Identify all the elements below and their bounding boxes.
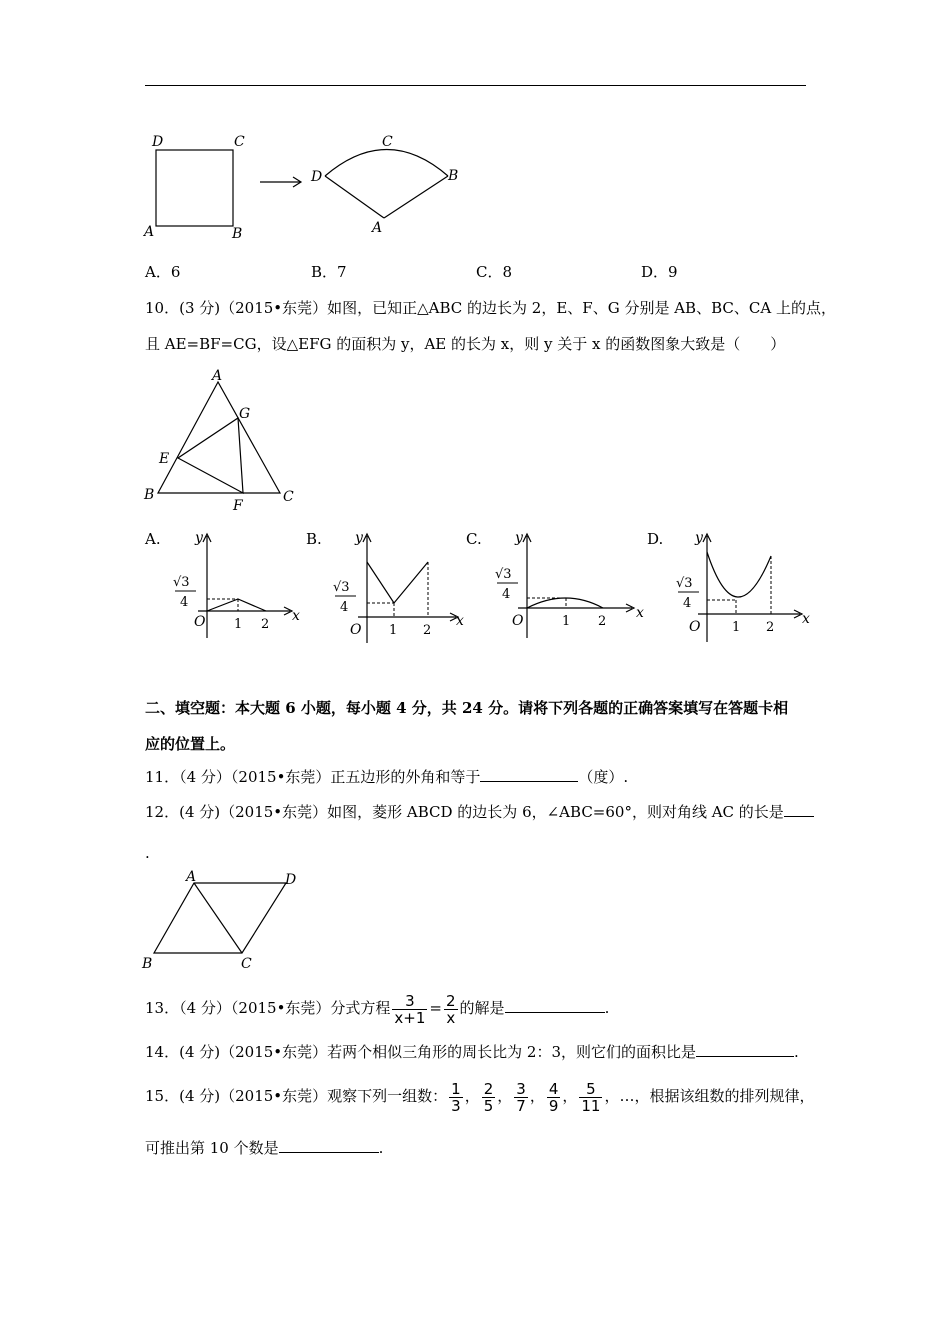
graph-d-sqrt3: √3	[676, 576, 693, 591]
graph-b-sqrt3: √3	[333, 580, 350, 595]
graph-a-four: 4	[180, 595, 189, 610]
diagonal-ac	[194, 883, 242, 953]
graph-d-x-label: x	[802, 611, 810, 627]
rhombus-label-b: B	[142, 956, 153, 972]
rhombus-label-c: C	[241, 956, 252, 972]
graph-a-tick-2: 2	[261, 617, 270, 632]
graph-b	[330, 528, 470, 646]
q13: 13．（4 分）（2015•东莞）分式方程 $\frac{3}{x+1}$ = $\frac{2}{x}$ 的解是 .	[145, 991, 610, 1027]
q12-figure	[140, 866, 310, 974]
q15-frac-3: $\frac{3}{7}$	[516, 1079, 526, 1115]
q10-line2: 且 AE=BF=CG，设△EFG 的面积为 y，AE 的长为 x，则 y 关于 x 的函数图象大致是（ ）	[145, 335, 786, 353]
graph-a-y-label: y	[195, 530, 203, 546]
q15-frac-4: $\frac{4}{9}$	[548, 1079, 559, 1115]
graph-b-four: 4	[340, 600, 349, 615]
q10-line1: 10．(3 分)（2015•东莞）如图，已知正△ABC 的边长为 2，E、F、G 分别是 AB、BC、CA 上的点，	[145, 299, 836, 317]
rhombus-label-a: A	[186, 869, 197, 885]
square-label-d: D	[152, 134, 164, 150]
tri-label-a: A	[212, 368, 223, 384]
square-label-a: A	[144, 224, 155, 240]
section2-heading-line1: 二、填空题：本大题 6 小题，每小题 4 分，共 24 分。请将下列各题的正确答案填写在答题卡相	[145, 699, 789, 717]
triangle-abc	[158, 382, 280, 493]
graph-c-x-label: x	[636, 605, 644, 621]
tri-label-f: F	[233, 498, 243, 514]
square-label-c: C	[234, 134, 245, 150]
rhombus-label-d: D	[285, 872, 297, 888]
q15-frac-1: $\frac{1}{3}$	[451, 1079, 461, 1115]
q10-option-c: C.	[466, 530, 482, 548]
graph-a-sqrt3: √3	[173, 575, 190, 590]
graph-d-y-label: y	[695, 530, 703, 546]
graph-a	[170, 528, 305, 646]
graph-b-tick-2: 2	[423, 623, 432, 638]
graph-c-sqrt3: √3	[495, 567, 512, 582]
tri-label-g: G	[239, 406, 251, 422]
q15-line2: 可推出第 10 个数是 .	[145, 1139, 384, 1157]
graph-a-x-label: x	[292, 608, 300, 624]
q13-frac-right: $\frac{2}{x}$	[446, 991, 456, 1027]
q9-option-c: C．8	[476, 263, 513, 281]
tri-label-c: C	[283, 489, 294, 505]
q9-option-b: B．7	[311, 263, 347, 281]
q9-figure	[140, 128, 470, 243]
q13-frac-left: $\frac{3}{x+1}$	[394, 991, 426, 1027]
graph-a-origin: O	[194, 614, 206, 630]
header-rule	[145, 85, 806, 86]
q9-option-a: A．6	[145, 263, 181, 281]
square-label-b: B	[232, 226, 243, 242]
q15-frac-5: $\frac{5}{11}$	[581, 1079, 601, 1115]
q12-line2: .	[145, 844, 150, 862]
q12-line1: 12．(4 分)（2015•东莞）如图，菱形 ABCD 的边长为 6，∠ABC=60°，则对角线 AC 的长是	[145, 802, 814, 822]
graph-c-tick-1: 1	[562, 614, 571, 629]
q15-answer-blank[interactable]	[279, 1138, 379, 1153]
q13-answer-blank[interactable]	[505, 998, 605, 1013]
sector-label-a: A	[372, 220, 383, 236]
graph-d-tick-1: 1	[732, 620, 741, 635]
sector-edge-ba	[384, 176, 448, 218]
tri-label-e: E	[159, 451, 170, 467]
q15-line1: 15．(4 分)（2015•东莞）观察下列一组数： $\frac{1}{3}$ ， $\frac{2}{5}$ ， $\frac{3}{7}$ ， $\frac{4}{9}$ ， $\frac{5}{11}$ ，…，根据该组数的排列规律，	[145, 1079, 815, 1115]
graph-b-curve	[367, 562, 428, 603]
graph-d-tick-2: 2	[766, 620, 775, 635]
graph-d	[670, 528, 815, 646]
sector-arc	[325, 150, 448, 177]
graph-a-curve	[207, 599, 266, 611]
graph-b-y-label: y	[355, 530, 363, 546]
sector-label-d: D	[311, 169, 323, 185]
graph-d-origin: O	[689, 619, 701, 635]
tri-label-b: B	[144, 487, 155, 503]
q14: 14．(4 分)（2015•东莞）若两个相似三角形的周长比为 2：3，则它们的面积比是 .	[145, 1043, 799, 1061]
graph-b-x-label: x	[456, 613, 464, 629]
triangle-efg	[178, 418, 243, 493]
graph-b-tick-1: 1	[389, 623, 398, 638]
square-shape	[156, 150, 233, 226]
graph-b-origin: O	[350, 622, 362, 638]
q10-option-b: B.	[306, 530, 322, 548]
graph-c-y-label: y	[515, 530, 523, 546]
q15-frac-2: $\frac{2}{5}$	[483, 1079, 494, 1115]
q14-answer-blank[interactable]	[696, 1042, 794, 1057]
graph-c-origin: O	[512, 613, 524, 629]
sector-label-b: B	[448, 168, 459, 184]
graph-c-tick-2: 2	[598, 614, 607, 629]
graph-a-tick-1: 1	[234, 617, 243, 632]
q11: 11．（4 分）（2015•东莞）正五边形的外角和等于 （度）.	[145, 768, 629, 786]
graph-d-curve	[707, 552, 771, 597]
q10-option-a: A.	[145, 530, 161, 548]
q10-figure	[140, 366, 310, 514]
section2-heading-line2: 应的位置上。	[145, 735, 236, 753]
sector-label-c: C	[382, 134, 393, 150]
q12-answer-blank[interactable]	[784, 802, 814, 817]
q9-option-d: D．9	[641, 263, 678, 281]
graph-c-four: 4	[502, 587, 511, 602]
q11-answer-blank[interactable]	[480, 767, 578, 782]
graph-c	[490, 528, 650, 646]
graph-c-curve	[527, 598, 603, 608]
q10-option-d: D.	[647, 530, 664, 548]
graph-d-four: 4	[683, 596, 692, 611]
rhombus-abcd	[154, 883, 286, 953]
sector-edge-da	[325, 176, 384, 218]
